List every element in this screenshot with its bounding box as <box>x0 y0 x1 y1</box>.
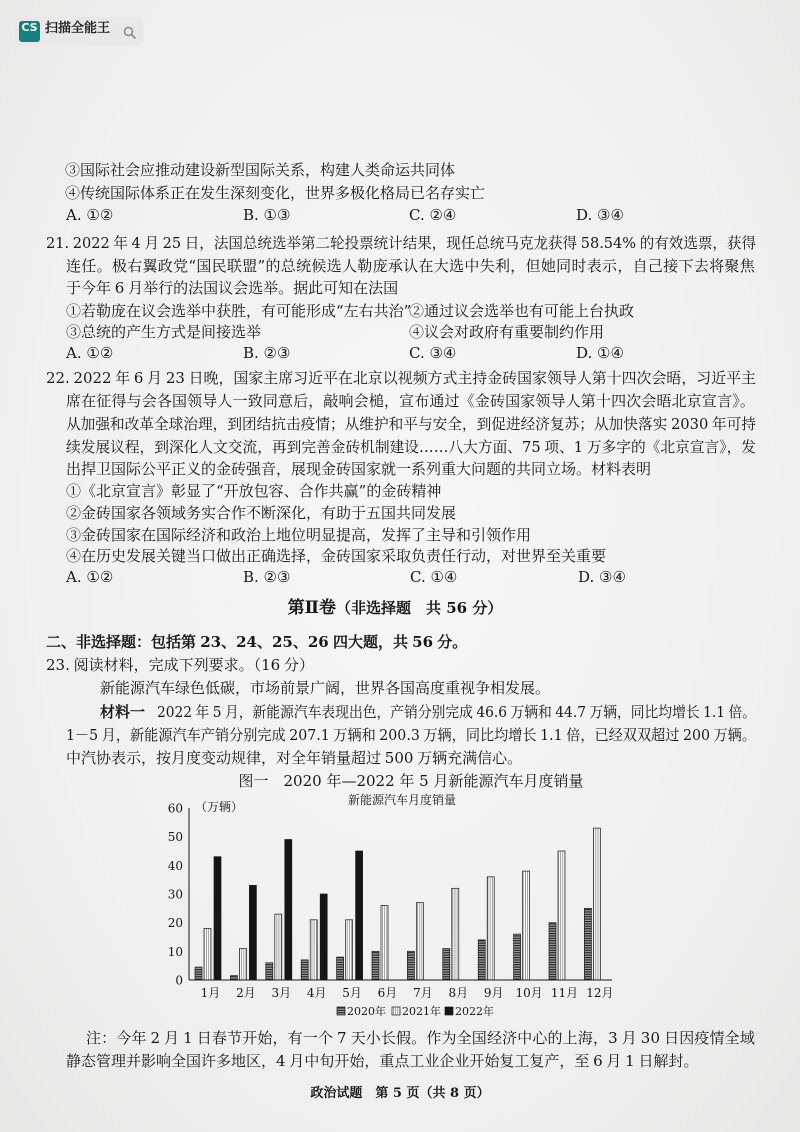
note-text: 静态管理并影响全国许多地区，4 月中旬开始，重点工业企业开始复工复产，至 6 月 1 日解封。 <box>66 1052 699 1070</box>
figure-caption: 图一 2020 年—2022 年 5 月新能源汽车月度销量 <box>238 772 584 790</box>
bar-2020-month-4 <box>301 960 308 980</box>
note-text: 注：今年 2 月 1 日春节开始，有一个 7 天小长假。作为全国经济中心的上海，3 月 30 日因疫情全域 <box>86 1029 755 1047</box>
q22-statement-4: ④在历史发展关键当口做出正确选择，金砖国家采取负责任行动，对世界至关重要 <box>66 547 607 565</box>
bar-2021-month-7 <box>416 903 423 980</box>
y-tick-label: 50 <box>167 830 183 845</box>
q21-statements-row-2 <box>0 321 800 343</box>
q22-choice-b: B. ②③ <box>243 568 291 586</box>
bar-2021-month-3 <box>275 914 282 980</box>
q20-choice-a: A. ①② <box>66 206 114 224</box>
y-tick-label: 20 <box>167 916 183 931</box>
bar-2021-month-5 <box>346 920 353 980</box>
material1-line-3 <box>66 747 756 769</box>
q23-intro: 新能源汽车绿色低碳，市场前景广阔，世界各国高度重视争相发展。 <box>100 679 551 697</box>
bar-2020-month-2 <box>230 976 237 980</box>
q20-choice-c: C. ②④ <box>409 206 457 224</box>
bar-2022-month-5 <box>356 851 363 980</box>
q21-statement-1: ①若勒庞在议会选举中获胜，有可能形成“左右共治” <box>66 302 412 320</box>
bar-2020-month-1 <box>195 967 202 980</box>
bars-layer <box>195 828 600 980</box>
x-tick-label: 5月 <box>342 986 362 1000</box>
q20-choice-d: D. ③④ <box>576 206 624 224</box>
q21-stem-line-2 <box>66 255 756 277</box>
legend-marker-2021 <box>392 1007 400 1015</box>
camscanner-logo: CS <box>19 21 40 42</box>
q22-stem-text: 22. 2022 年 6 月 23 日晚，国家主席习近平在北京以视频方式主持金砖国家领导人第十四次会晤，习近平主 <box>46 369 756 387</box>
x-tick-label: 3月 <box>271 986 292 1000</box>
x-tick-label: 1月 <box>200 986 221 1000</box>
q22-stem-line-2 <box>66 390 756 412</box>
q20-statement-4-line <box>65 182 755 204</box>
q20-choice-b: B. ①③ <box>243 206 291 224</box>
bar-2022-month-3 <box>285 840 292 981</box>
q22-choice-a: A. ①② <box>66 568 114 586</box>
q21-stem-line-1 <box>46 232 756 254</box>
search-icon <box>123 25 136 38</box>
y-tick-label: 40 <box>167 858 183 873</box>
chart-title: 新能源汽车月度销量 <box>347 793 457 807</box>
note-line-1 <box>86 1027 756 1049</box>
x-tick-label: 11月 <box>550 986 579 1000</box>
q21-stem-text: 连任。极右翼政党“国民联盟”的总统候选人勒庞承认在大选中失利，但她同时表示，自己接下去将聚焦 <box>66 257 756 275</box>
q22-statement-2-line <box>66 502 756 524</box>
bar-2021-month-2 <box>239 949 246 981</box>
bar-2021-month-4 <box>310 920 317 980</box>
q22-choice-c: C. ①④ <box>410 568 458 586</box>
y-tick-labels <box>168 802 183 988</box>
q23-prompt-line <box>46 654 756 676</box>
q21-choice-c: C. ③④ <box>409 344 457 362</box>
note-line-2 <box>66 1050 756 1072</box>
bar-2021-month-9 <box>487 877 494 980</box>
x-tick-label: 9月 <box>483 986 504 1000</box>
q21-statements-row-1 <box>0 300 800 322</box>
x-tick-labels <box>201 986 614 1000</box>
q20-choices <box>0 204 800 226</box>
bar-2021-month-12 <box>593 828 600 980</box>
bar-2022-month-2 <box>249 885 256 980</box>
section-heading-line <box>46 631 756 653</box>
q22-choice-d: D. ③④ <box>578 568 626 586</box>
q22-stem-line-1 <box>46 367 756 389</box>
page-footer: 政治试题 第 5 页（共 8 页） <box>310 1086 490 1101</box>
monthly-sales-bar-chart <box>140 789 640 1025</box>
bar-2020-month-9 <box>478 940 485 980</box>
q23-prompt: 23. 阅读材料，完成下列要求。（16 分） <box>46 656 314 674</box>
x-tick-label: 10月 <box>515 986 543 1000</box>
bar-2020-month-10 <box>514 934 521 980</box>
q22-statement-1-line <box>66 480 756 502</box>
q20-statement-4: ④传统国际体系正在发生深刻变化，世界多极化格局已名存实亡 <box>65 184 486 202</box>
bar-2020-month-8 <box>443 949 450 981</box>
bar-2020-month-12 <box>584 908 591 980</box>
q20-statement-3: ③国际社会应推动建设新型国际关系，构建人类命运共同体 <box>65 161 456 179</box>
q21-stem-line-3 <box>66 277 756 299</box>
bar-2020-month-5 <box>337 957 344 980</box>
q22-stem-line-4 <box>66 436 756 458</box>
material1-label-line <box>100 701 154 723</box>
bar-2020-month-7 <box>407 951 414 980</box>
legend-label-2022: 2022年 <box>455 1005 494 1018</box>
q22-statement-3-line <box>66 524 756 546</box>
q22-stem-line-5 <box>66 458 756 480</box>
legend-marker-2020 <box>337 1007 345 1015</box>
bar-2021-month-10 <box>523 871 530 980</box>
q21-statement-4: ④议会对政府有重要制约作用 <box>409 323 605 341</box>
bar-2020-month-11 <box>549 923 556 980</box>
q21-choice-d: D. ①④ <box>576 344 624 362</box>
q21-statement-2: ②通过议会选举也有可能上台执政 <box>409 302 635 320</box>
x-tick-label: 6月 <box>377 986 398 1000</box>
q22-statement-1: ①《北京宣言》彰显了“开放包容、合作共赢”的金砖精神 <box>66 482 442 500</box>
q23-intro-line <box>100 677 756 699</box>
bar-2020-month-3 <box>266 963 273 980</box>
bar-2021-month-1 <box>204 928 211 980</box>
q22-stem-text: 从加强和改革全球治理，到团结抗击疫情；从维护和平与安全，到促进经济复苏；从加快落实 2030 年可持 <box>66 415 756 433</box>
legend-label-2020: 2020年 <box>347 1005 386 1018</box>
q22-stem-line-3 <box>66 413 756 435</box>
part2-subtitle: （非选择题 共 56 分） <box>336 599 503 617</box>
bar-2021-month-8 <box>452 888 459 980</box>
material1-text: 1－5 月，新能源汽车产销分别完成 207.1 万辆和 200.3 万辆，同比均增长 1.1 倍，已经双双超过 200 万辆。 <box>66 726 756 744</box>
material1-label: 材料一 <box>100 703 146 721</box>
q22-statement-4-line <box>66 545 756 567</box>
part2-heading <box>0 596 790 620</box>
x-tick-label: 12月 <box>586 986 614 1000</box>
bar-2022-month-1 <box>214 857 221 980</box>
bar-2022-month-4 <box>320 894 327 980</box>
bar-2021-month-6 <box>381 906 388 981</box>
section-heading: 二、非选择题：包括第 23、24、25、26 四大题，共 56 分。 <box>46 633 468 651</box>
x-tick-label: 8月 <box>448 986 469 1000</box>
q22-stem-text: 出捍卫国际公平正义的金砖强音，展现金砖国家就一系列重大问题的共同立场。材料表明 <box>66 460 652 478</box>
camscanner-watermark <box>15 17 143 46</box>
legend <box>337 1004 494 1018</box>
q22-statement-3: ③金砖国家在国际经济和政治上地位明显提高，发挥了主导和引领作用 <box>66 526 532 544</box>
q21-choices <box>0 342 800 364</box>
q21-stem-text: 于今年 6 月举行的法国议会选举。据此可知在法国 <box>66 279 399 297</box>
x-tick-label: 2月 <box>236 986 256 1000</box>
material1-text: 中汽协表示，按月度变动规律，对全年销量超过 500 万辆充满信心。 <box>66 749 523 767</box>
q22-stem-text: 续发展议程，到深化人文交流，再到完善金砖机制建设……八大方面、75 项、1 万多字的《北京宣言》，发 <box>66 438 756 456</box>
q22-choices <box>0 566 800 588</box>
y-tick-label: 60 <box>167 801 183 816</box>
x-tick-label: 4月 <box>306 986 327 1000</box>
app-name: 扫描全能王 <box>45 21 111 36</box>
material1-line-2 <box>66 724 756 746</box>
y-tick-label: 0 <box>175 973 183 988</box>
part2-title: 第Ⅱ卷 <box>287 598 336 618</box>
y-tick-label: 10 <box>167 944 183 959</box>
bar-2021-month-11 <box>558 851 565 980</box>
q22-stem-text: 席在征得与会各国领导人一致同意后，敲响会槌，宣布通过《金砖国家领导人第十四次会晤北京宣言》。 <box>66 392 755 410</box>
q21-statement-3: ③总统的产生方式是间接选举 <box>66 323 262 341</box>
y-tick-label: 30 <box>167 887 183 902</box>
legend-marker-2022 <box>445 1007 453 1015</box>
material1-line-1 <box>157 701 756 723</box>
q21-choice-a: A. ①② <box>66 344 114 362</box>
x-tick-label: 7月 <box>413 986 433 1000</box>
legend-label-2021: 2021年 <box>402 1005 441 1018</box>
material1-text: 2022 年 5 月，新能源汽车表现出色，产销分别完成 46.6 万辆和 44.7 万辆，同比均增长 1.1 倍。 <box>157 703 756 721</box>
q21-choice-b: B. ②③ <box>243 344 291 362</box>
q21-stem-text: 21. 2022 年 4 月 25 日，法国总统选举第二轮投票统计结果，现任总统马克龙获得 58.54% 的有效选票，获得 <box>46 234 756 252</box>
q20-statement-3-line <box>65 159 755 181</box>
q22-statement-2: ②金砖国家各领域务实合作不断深化，有助于五国共同发展 <box>66 504 457 522</box>
bar-2020-month-6 <box>372 951 379 980</box>
y-axis-unit-label: （万辆） <box>195 800 244 814</box>
